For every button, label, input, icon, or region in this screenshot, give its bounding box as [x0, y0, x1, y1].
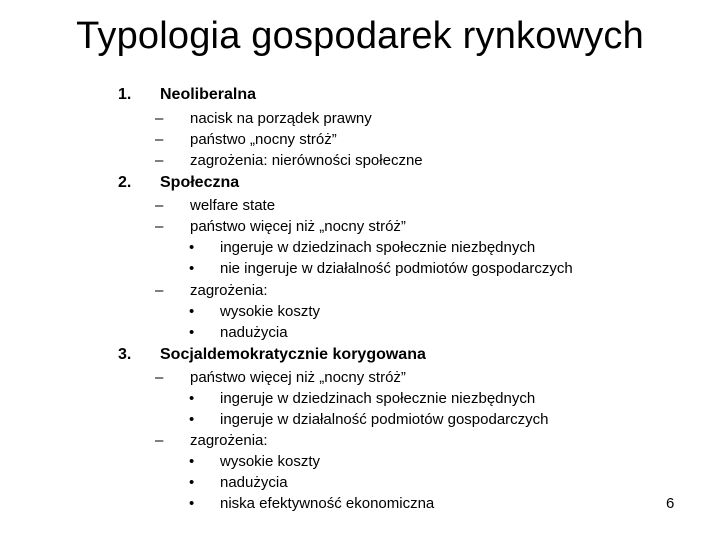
- dash-marker: –: [155, 282, 164, 299]
- list-item: zagrożenia:: [190, 432, 268, 449]
- section-number: 2.: [118, 174, 132, 191]
- sub-list-item: ingeruje w dziedzinach społecznie niezbędnych: [220, 390, 536, 407]
- list-item: państwo więcej niż „nocny stróż”: [190, 369, 406, 386]
- dash-marker: –: [155, 432, 164, 449]
- dash-marker: –: [155, 152, 164, 169]
- sub-list-item: nadużycia: [220, 324, 288, 341]
- bullet-marker: •: [189, 239, 195, 256]
- sub-list-item: nadużycia: [220, 474, 288, 491]
- section-number: 3.: [118, 346, 132, 363]
- list-item: zagrożenia:: [190, 282, 268, 299]
- list-item: nacisk na porządek prawny: [190, 110, 372, 127]
- dash-marker: –: [155, 218, 164, 235]
- section-number: 1.: [118, 86, 132, 103]
- bullet-marker: •: [189, 495, 195, 512]
- slide-title: Typologia gospodarek rynkowych: [76, 15, 644, 57]
- bullet-marker: •: [189, 324, 195, 341]
- list-item: zagrożenia: nierówności społeczne: [190, 152, 423, 169]
- sub-list-item: wysokie koszty: [220, 303, 321, 320]
- bullet-marker: •: [189, 260, 195, 277]
- sub-list-item: nie ingeruje w działalność podmiotów gospodarczych: [220, 260, 573, 277]
- section-heading: Neoliberalna: [160, 86, 257, 103]
- bullet-marker: •: [189, 390, 195, 407]
- list-item: państwo więcej niż „nocny stróż”: [190, 218, 406, 235]
- page-number: 6: [666, 495, 675, 512]
- sub-list-item: niska efektywność ekonomiczna: [220, 495, 435, 512]
- dash-marker: –: [155, 197, 164, 214]
- sub-list-item: wysokie koszty: [220, 453, 321, 470]
- bullet-marker: •: [189, 453, 195, 470]
- sub-list-item: ingeruje w dziedzinach społecznie niezbędnych: [220, 239, 536, 256]
- section-heading: Społeczna: [160, 174, 240, 191]
- dash-marker: –: [155, 110, 164, 127]
- dash-marker: –: [155, 131, 164, 148]
- section-heading: Socjaldemokratycznie korygowana: [160, 346, 426, 363]
- bullet-marker: •: [189, 474, 195, 491]
- bullet-marker: •: [189, 303, 195, 320]
- sub-list-item: ingeruje w działalność podmiotów gospodarczych: [220, 411, 549, 428]
- bullet-marker: •: [189, 411, 195, 428]
- list-item: państwo „nocny stróż”: [190, 131, 337, 148]
- list-item: welfare state: [190, 197, 276, 214]
- dash-marker: –: [155, 369, 164, 386]
